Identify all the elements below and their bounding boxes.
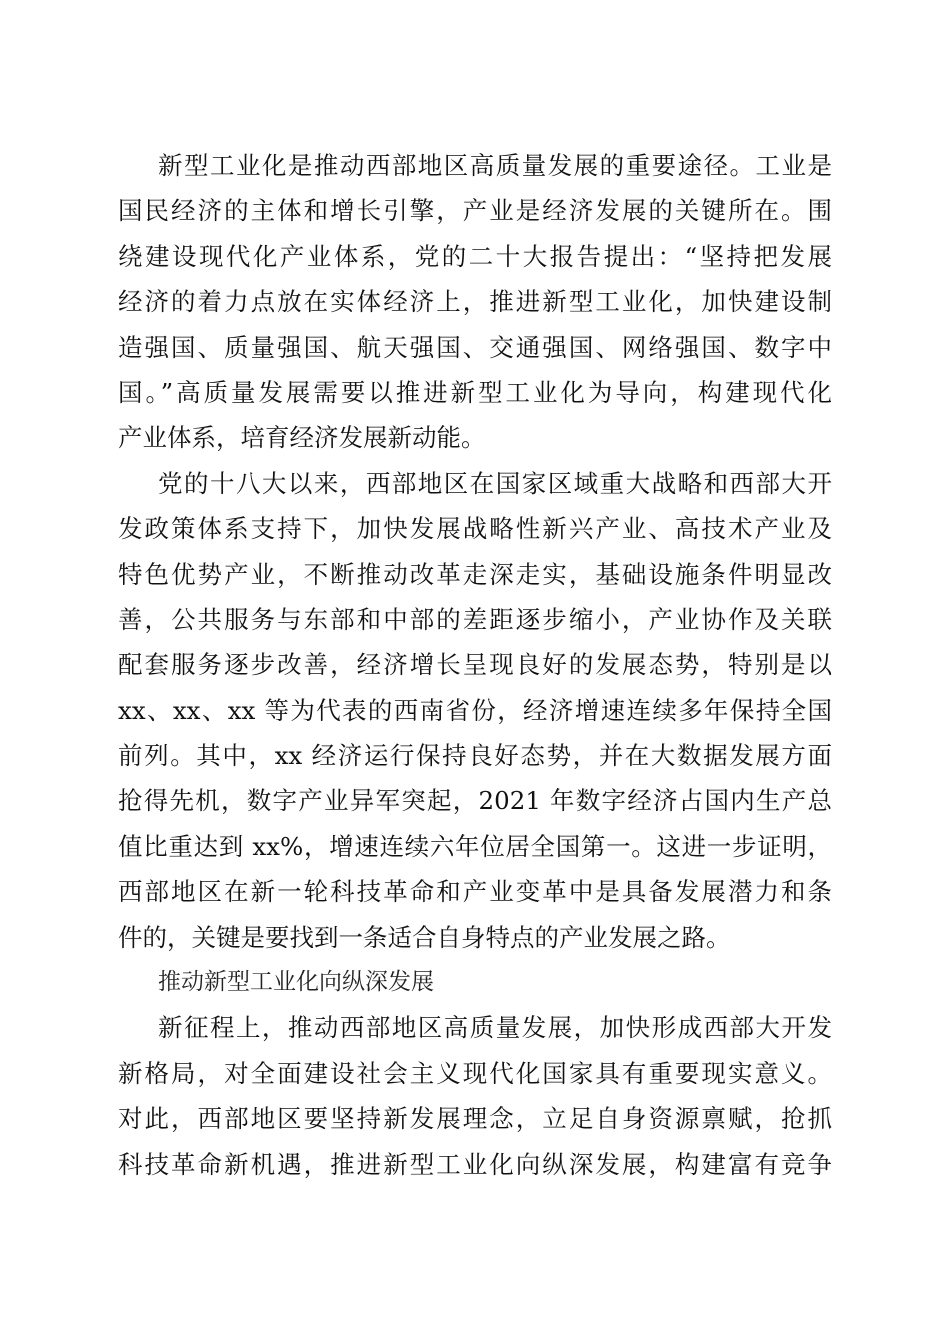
text-line: 产业体系，培育经济发展新动能。 xyxy=(118,423,486,453)
section-heading xyxy=(118,960,832,1005)
section-title: 推动新型工业化向纵深发展 xyxy=(158,969,434,996)
text-line: 新格局，对全面建设社会主义现代化国家具有重要现实意义。 xyxy=(118,1058,832,1088)
text-line: 前列。其中，xx 经济运行保持良好态势，并在大数据发展方面 xyxy=(118,741,832,771)
text-line: 新征程上，推动西部地区高质量发展，加快形成西部大开发 xyxy=(158,1013,832,1043)
text-line: 善，公共服务与东部和中部的差距逐步缩小，产业协作及关联 xyxy=(118,604,832,634)
text-line: 西部地区在新一轮科技革命和产业变革中是具备发展潜力和条 xyxy=(118,877,832,907)
text-line: 件的，关键是要找到一条适合自身特点的产业发展之路。 xyxy=(118,922,731,952)
paragraph-intro xyxy=(118,143,832,461)
text-line: 绕建设现代化产业体系，党的二十大报告提出：“坚持把发展 xyxy=(118,241,832,271)
text-line: 抢得先机，数字产业异军突起，2021 年数字经济占国内生产总 xyxy=(118,786,832,816)
paragraph-achievements xyxy=(118,461,832,960)
text-line: 对此，西部地区要坚持新发展理念，立足自身资源禀赋，抢抓 xyxy=(118,1104,832,1134)
text-line: xx、xx、xx 等为代表的西南省份，经济增速连续多年保持全国 xyxy=(118,695,832,725)
text-line: 发政策体系支持下，加快发展战略性新兴产业、高技术产业及 xyxy=(118,514,832,544)
text-line: 新型工业化是推动西部地区高质量发展的重要途径。工业是 xyxy=(158,151,832,180)
text-line: 国。”高质量发展需要以推进新型工业化为导向，构建现代化 xyxy=(118,377,832,407)
text-line: 值比重达到 xx%，增速连续六年位居全国第一。这进一步证明， xyxy=(118,831,832,861)
text-line: 特色优势产业，不断推动改革走深走实，基础设施条件明显改 xyxy=(118,559,832,589)
text-line: 党的十八大以来，西部地区在国家区域重大战略和西部大开 xyxy=(158,468,832,498)
text-line: 配套服务逐步改善，经济增长呈现良好的发展态势，特别是以 xyxy=(118,650,832,680)
paragraph-new-journey xyxy=(118,1005,832,1187)
text-line: 造强国、质量强国、航天强国、交通强国、网络强国、数字中 xyxy=(118,332,832,362)
text-line: 国民经济的主体和增长引擎，产业是经济发展的关键所在。围 xyxy=(118,196,832,226)
text-line: 科技革命新机遇，推进新型工业化向纵深发展，构建富有竞争 xyxy=(118,1149,832,1179)
document-body xyxy=(118,143,832,1187)
text-line: 经济的着力点放在实体经济上，推进新型工业化，加快建设制 xyxy=(118,287,832,317)
